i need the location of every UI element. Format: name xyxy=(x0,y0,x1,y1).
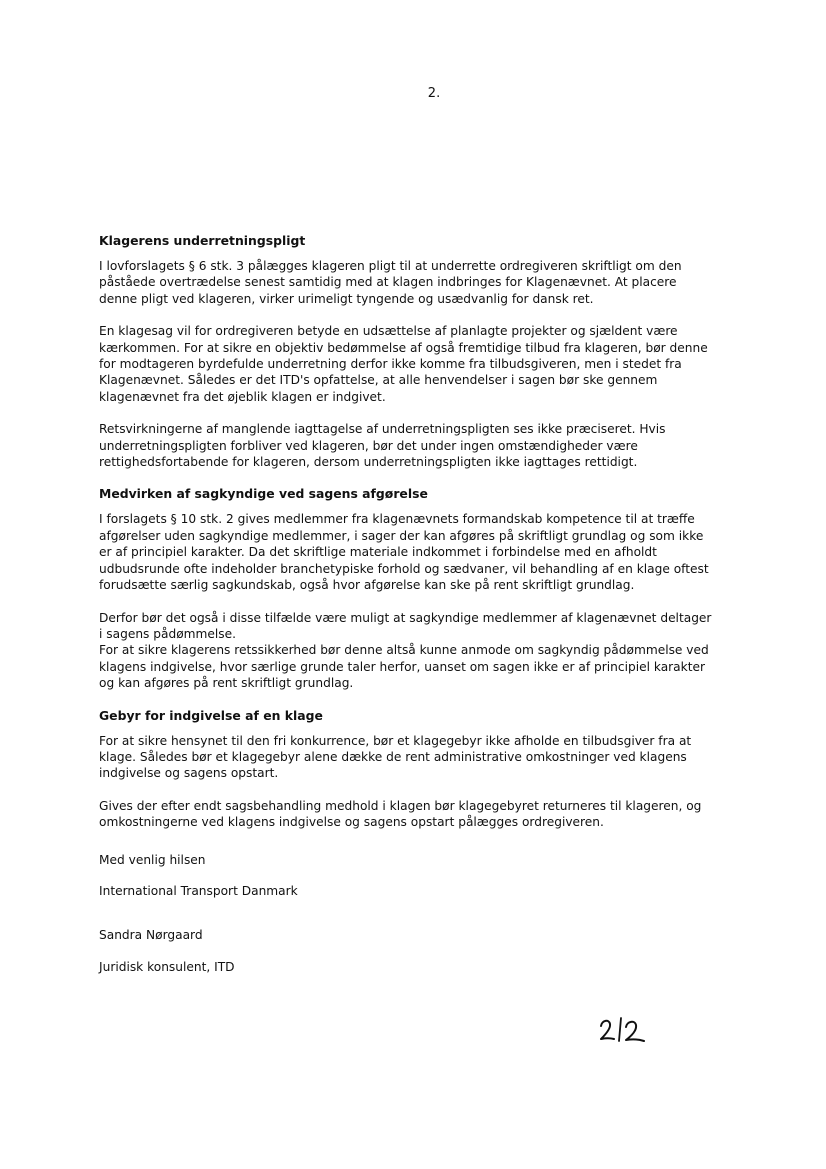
closing-block xyxy=(99,852,779,976)
closing-greeting: Med venlig hilsen xyxy=(99,852,206,867)
paragraph: En klagesag vil for ordregiveren betyde en udsættelse af planlagte projekter og sjældent være kærkommen. For at sikre en objektiv bedømmelse af også fremtidige tilbud fra klageren, bør denne for modtageren byrdefulde underretning derfor ikke komme fra tilbudsgiveren, men i stedet fra Klagenævnet. Således er det ITD's opfattelse, at alle henvendelser i sagen bør ske gennem klagenævnet fra det øjeblik klagen er indgivet. xyxy=(99,324,708,404)
paragraph: Retsvirkningerne af manglende iagttagelse af underretningspligten ses ikke præciseret. Hvis underretningspligten forbliver ved klageren, bør det under ingen omstændigheder være rettighedsfortabende for klageren, dersom underretningspligten ikke iagttages rettidigt. xyxy=(99,422,666,470)
section-underretningspligt xyxy=(99,233,779,470)
handwritten-page-mark xyxy=(598,1012,648,1044)
paragraph: I forslagets § 10 stk. 2 gives medlemmer fra klagenævnets formandskab kompetence til at træffe afgørelser uden sagkyndige medlemmer, i sager der kan afgøres på skriftligt grundlag og som ikke er af principiel karakter. Da det skriftlige materiale indkommet i forbindelse med en afholdt udbudsrunde ofte indeholder branchetypiske forhold og sædvaner, vil behandling af en klage oftest forudsætte særlig sagkundskab, også hvor afgørelse kan ske på rent skriftligt grundlag. xyxy=(99,512,709,593)
section-heading: Medvirken af sagkyndige ved sagens afgørelse xyxy=(99,486,428,502)
section-gebyr xyxy=(99,708,779,831)
letter-body xyxy=(99,233,779,990)
signer-name: Sandra Nørgaard xyxy=(99,928,203,943)
paragraph: For at sikre hensynet til den fri konkurrence, bør et klagegebyr ikke afholde en tilbudsgiver fra at klage. Således bør et klagegebyr alene dække de rent administrative omkostninger ved klagens indgivelse og sagens opstart. xyxy=(99,733,692,781)
closing-organization: International Transport Danmark xyxy=(99,883,298,898)
paragraph: I lovforslagets § 6 stk. 3 pålægges klageren pligt til at underrette ordregiveren skriftligt om den påståede overtrædelse senest samtidig med at klagen indbringes for Klagenævnet. At placere denne pligt ved klageren, virker urimeligt tyngende og usædvanlig for dansk ret. xyxy=(99,259,682,306)
section-heading: Klagerens underretningspligt xyxy=(99,233,306,248)
signer-title: Juridisk konsulent, ITD xyxy=(99,959,235,974)
paragraph: Derfor bør det også i disse tilfælde være muligt at sagkyndige medlemmer af klagenævnet deltager i sagens pådømmelse. For at sikre klagerens retssikkerhed bør denne altså kunne anmode om sagkyndig pådømmelse ved klagens indgivelse, hvor særlige grunde taler herfor, uanset om sagen ikke er af principiel karakter og kan afgøres på rent skriftligt grundlag. xyxy=(99,610,712,691)
paragraph: Gives der efter endt sagsbehandling medhold i klagen bør klagegebyret returneres til klageren, og omkostningerne ved klagens indgivelse og sagens opstart pålægges ordregiveren. xyxy=(99,798,702,830)
page-number: 2. xyxy=(427,86,441,101)
section-heading: Gebyr for indgivelse af en klage xyxy=(99,707,323,723)
section-sagkyndige xyxy=(99,486,779,691)
